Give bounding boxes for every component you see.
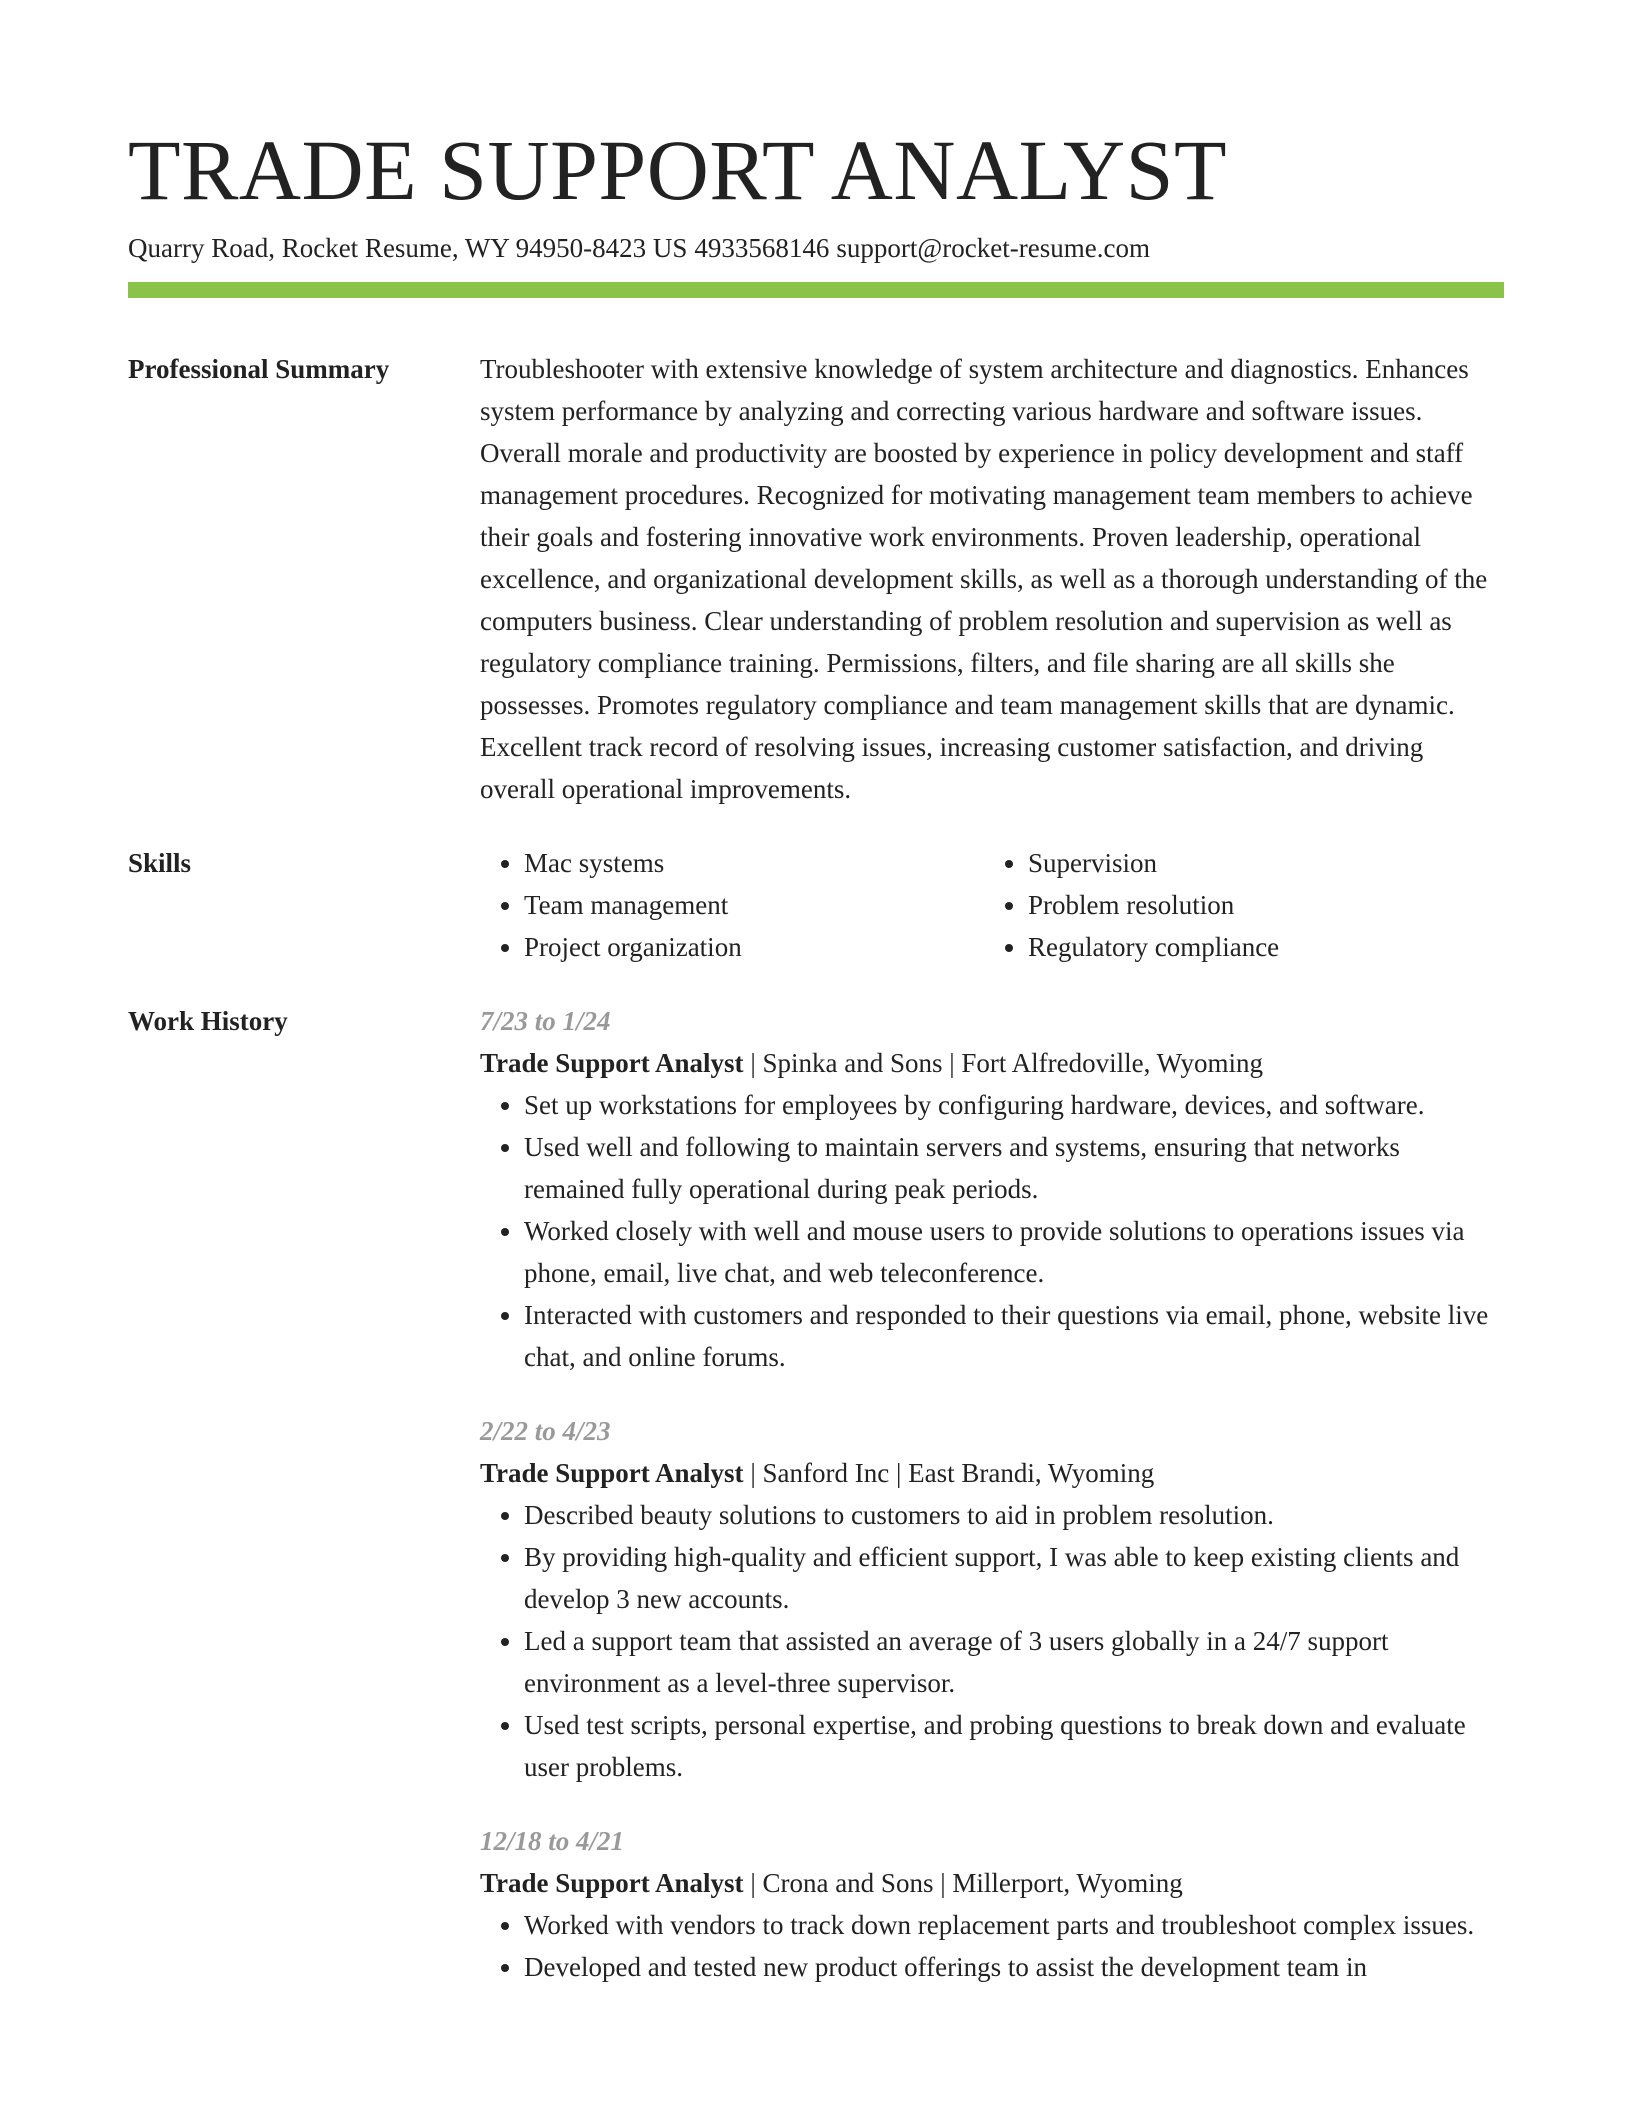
- job-location: East Brandi, Wyoming: [908, 1458, 1155, 1488]
- skills-list-right: [984, 842, 1504, 968]
- skills-grid: [480, 842, 1504, 968]
- resume-page: [128, 0, 1504, 2020]
- resume-name-title: TRADE SUPPORT ANALYST: [128, 122, 1227, 218]
- job-bullet: • By providing high-quality and efficient support, I was able to keep existing clients and develop 3 new accounts.: [524, 1536, 1504, 1620]
- job-bullet: • Interacted with customers and responded to their questions via email, phone, website live chat, and online forums.: [524, 1294, 1504, 1378]
- summary-text: Troubleshooter with extensive knowledge of system architecture and diagnostics. Enhances system performance by analyzing and correcting various hardware and software issues. Overall morale and productivity are boosted by experience in policy development and staff management procedures. Recognized for motivating management team members to achieve their goals and fostering innovative work environments. Proven leadership, operational excellence, and organizational development skills, as well as a thorough understanding of the computers business. Clear understanding of problem resolution and supervision as well as regulatory compliance training. Permissions, filters, and file sharing are all skills she possesses. Promotes regulatory compliance and team management skills that are dynamic. Excellent track record of resolving issues, increasing customer satisfaction, and driving overall operational improvements.: [480, 354, 1488, 804]
- summary-section: [128, 348, 1504, 810]
- contact-email: support@rocket-resume.com: [836, 233, 1150, 263]
- job-bullet: • Led a support team that assisted an average of 3 users globally in a 24/7 support environment as a level-three supervisor.: [524, 1620, 1504, 1704]
- job-company: Spinka and Sons: [762, 1048, 943, 1078]
- job-bullets: [480, 1904, 1504, 1988]
- job-bullet: • Worked with vendors to track down replacement parts and troubleshoot complex issues.: [524, 1904, 1504, 1946]
- job-dates: 7/23 to 1/24: [480, 1006, 611, 1036]
- job-bullets: [480, 1494, 1504, 1788]
- summary-heading: Professional Summary: [128, 354, 390, 384]
- skill-item: • Supervision: [1028, 842, 1504, 884]
- job-bullet: • Used well and following to maintain servers and systems, ensuring that networks remained fully operational during peak periods.: [524, 1126, 1504, 1210]
- skills-heading: Skills: [128, 848, 192, 878]
- accent-divider: [128, 282, 1504, 298]
- job-bullet: • Worked closely with well and mouse users to provide solutions to operations issues via phone, email, live chat, and web teleconference.: [524, 1210, 1504, 1294]
- job-bullet: • Described beauty solutions to customers to aid in problem resolution.: [524, 1494, 1504, 1536]
- skill-item: • Regulatory compliance: [1028, 926, 1504, 968]
- contact-line: [128, 230, 1504, 266]
- job-location: Millerport, Wyoming: [952, 1868, 1183, 1898]
- skills-list-left: [480, 842, 984, 968]
- job-bullets: [480, 1084, 1504, 1378]
- skill-item: • Project organization: [524, 926, 984, 968]
- job-entry: [480, 1820, 1504, 1988]
- job-title-line: Trade Support Analyst | Spinka and Sons | Fort Alfredoville, Wyoming: [480, 1048, 1263, 1078]
- job-title: Trade Support Analyst: [480, 1868, 744, 1898]
- job-bullet: • Used test scripts, personal expertise, and probing questions to break down and evaluate user problems.: [524, 1704, 1504, 1788]
- job-location: Fort Alfredoville, Wyoming: [961, 1048, 1263, 1078]
- job-entry: [480, 1410, 1504, 1788]
- job-bullet: • Set up workstations for employees by configuring hardware, devices, and software.: [524, 1084, 1504, 1126]
- job-title-line: Trade Support Analyst | Crona and Sons | Millerport, Wyoming: [480, 1868, 1183, 1898]
- skill-item: • Team management: [524, 884, 984, 926]
- job-company: Crona and Sons: [762, 1868, 934, 1898]
- work-history-body: [480, 1000, 1504, 2020]
- work-history-heading: Work History: [128, 1006, 288, 1036]
- job-title: Trade Support Analyst: [480, 1458, 744, 1488]
- skill-item: • Mac systems: [524, 842, 984, 884]
- job-bullet: • Developed and tested new product offerings to assist the development team in: [524, 1946, 1504, 1988]
- job-title-line: Trade Support Analyst | Sanford Inc | East Brandi, Wyoming: [480, 1458, 1155, 1488]
- work-history-section: [128, 1000, 1504, 2020]
- contact-phone: 4933568146: [694, 233, 830, 263]
- skill-item: • Problem resolution: [1028, 884, 1504, 926]
- job-dates: 2/22 to 4/23: [480, 1416, 611, 1446]
- contact-address: Quarry Road, Rocket Resume, WY 94950-8423 US: [128, 233, 688, 263]
- job-dates: 12/18 to 4/21: [480, 1826, 625, 1856]
- job-company: Sanford Inc: [762, 1458, 890, 1488]
- job-title: Trade Support Analyst: [480, 1048, 744, 1078]
- skills-section: [128, 842, 1504, 968]
- job-entry: [480, 1000, 1504, 1378]
